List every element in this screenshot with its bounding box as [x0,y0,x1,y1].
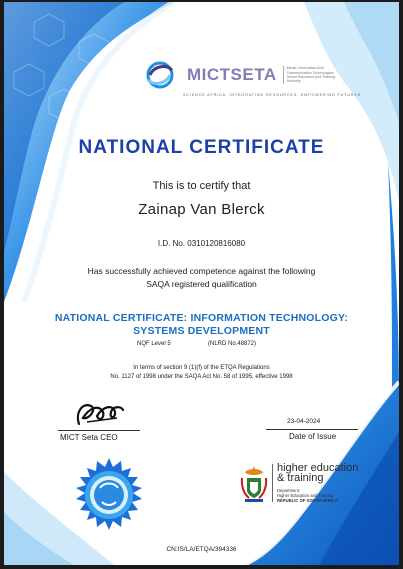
coat-of-arms-icon [239,464,269,504]
achievement-statement [4,265,399,291]
id-number: I.D. No. 0310120816080 [157,239,246,248]
nqf-level: NQF Level 5 [137,341,171,347]
nlrd-number: (NLRD No.48872) [208,341,257,347]
certificate-page [4,2,399,565]
ceo-signature [69,398,129,430]
department-title-line-1: higher education [277,462,359,474]
achievement-line-2: SAQA registered qualification [146,279,257,289]
blue-seal-icon [72,458,146,532]
terms-line-2: No. 1127 of 1998 under the SAQA Act No. 58 of 1995, effective 1998 [110,374,293,380]
terms-line-1: In terms of section 9 (1)(f) of the ETQA Regulations [133,365,270,371]
department-line-2: Higher Education and Training [277,493,334,498]
signature-line [58,430,140,431]
date-of-issue-label: Date of Issue [289,432,337,441]
issue-date: 23-04-2024 [287,418,321,425]
department-details [277,488,338,503]
certificate-title: NATIONAL CERTIFICATE [78,137,325,158]
qualification-title [4,312,399,338]
logo-wordmark: MICTSETA [187,65,277,84]
regulation-terms [4,364,399,382]
department-title [277,463,358,483]
mictseta-swirl-icon [144,60,184,90]
date-line [266,429,358,430]
achievement-line-1: Has successfully achieved competence against the following [87,266,316,276]
logo-descriptor: Media, Information And Communication Technologies Sector Education And Training Authority [283,66,339,84]
qualification-line-1: NATIONAL CERTIFICATE: INFORMATION TECHNOLOGY: [54,312,349,324]
certify-line: This is to certify that [152,180,251,192]
logo-tagline: SCIENCE AFRICA. INTEGRATING RESOURCES. EMPOWERING FUTURES [183,93,362,97]
department-divider [272,464,273,502]
department-line-3: REPUBLIC OF SOUTH AFRICA [277,498,339,503]
department-line-1: Department: [277,488,301,493]
mictseta-logo [144,60,339,90]
signatory-label: MICT Seta CEO [60,433,118,442]
department-title-line-2: & training [277,472,324,484]
certificate-number: CN:IS/LA/ETQA/394336 [166,546,237,553]
recipient-name: Zainap Van Blerck [138,201,265,218]
qualification-line-2: SYSTEMS DEVELOPMENT [133,325,270,337]
